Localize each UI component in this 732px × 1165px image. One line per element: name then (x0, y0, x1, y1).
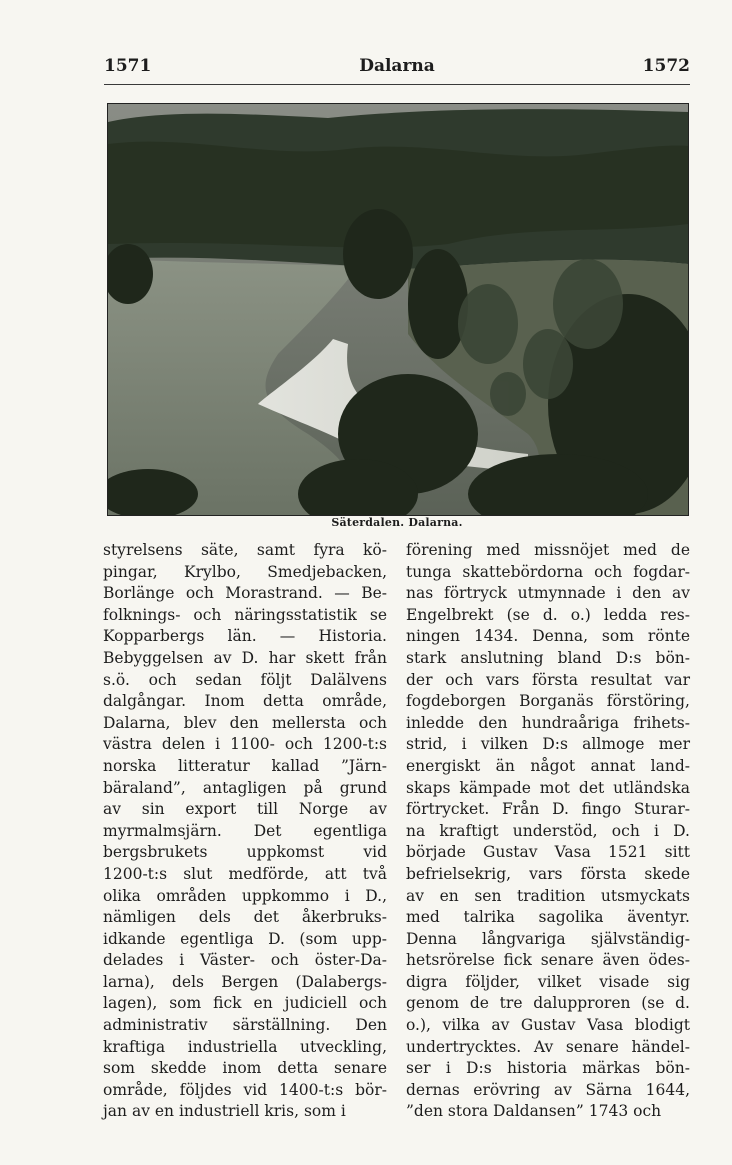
text-line: fogdeborgen Borganäs förstöring, (406, 692, 690, 711)
page-header (104, 56, 690, 80)
text-line: med talrika sagolika äventyr. (406, 908, 690, 927)
text-line: norska litteratur kallad ”Järn- (103, 756, 387, 775)
text-line: av en sen tradition utsmyckats (406, 886, 690, 905)
text-line: Bebyggelsen av D. har skett från (103, 648, 387, 667)
text-line: tunga skattebördorna och fogdar- (406, 562, 690, 581)
header-rule (104, 84, 690, 85)
page-number-right: 1572 (642, 56, 690, 76)
text-line: ningen 1434. Denna, som rönte (406, 627, 690, 646)
right-text-column (406, 540, 690, 1123)
text-line: nas förtryck utmynnade i den av (406, 584, 690, 603)
text-line: område, följdes vid 1400-t:s bör- (103, 1080, 387, 1099)
text-line: digra följder, vilket visade sig (406, 972, 690, 991)
text-line: o.), vilka av Gustav Vasa blodigt (406, 1016, 690, 1035)
text-line: dernas erövring av Särna 1644, (406, 1080, 690, 1099)
text-line: larna), dels Bergen (Dalabergs- (103, 972, 387, 991)
text-line: befrielsekrig, vars första skede (406, 864, 690, 883)
text-line: der och vars första resultat var (406, 670, 690, 689)
text-line: Engelbrekt (se d. o.) ledda res- (406, 605, 690, 624)
text-line: 1200-t:s slut medförde, att två (103, 864, 387, 883)
text-line: idkande egentliga D. (som upp- (103, 929, 387, 948)
text-line: Kopparbergs län. — Historia. (103, 627, 387, 646)
text-line: administrativ särställning. Den (103, 1016, 387, 1035)
text-line: inledde den hundraåriga frihets- (406, 713, 690, 732)
text-line: pingar, Krylbo, Smedjebacken, (103, 562, 387, 581)
text-line: dalgångar. Inom detta område, (103, 692, 387, 711)
text-line: bergsbrukets uppkomst vid (103, 843, 387, 862)
text-line: myrmalmsjärn. Det egentliga (103, 821, 387, 840)
left-text-column (103, 540, 387, 1123)
text-line: lagen), som fick en judiciell och (103, 994, 387, 1013)
text-line: nämligen dels det åkerbruks- (103, 908, 387, 927)
text-line: började Gustav Vasa 1521 sitt (406, 843, 690, 862)
text-line: skaps kämpade mot det utländska (406, 778, 690, 797)
text-line: bäraland”, antagligen på grund (103, 778, 387, 797)
text-line: av sin export till Norge av (103, 800, 387, 819)
text-line: s.ö. och sedan följt Dalälvens (103, 670, 387, 689)
text-line: strid, i vilken D:s allmoge mer (406, 735, 690, 754)
text-line: folknings- och näringsstatistik se (103, 605, 387, 624)
text-line: Dalarna, blev den mellersta och (103, 713, 387, 732)
landscape-photo (107, 103, 689, 516)
text-line: förening med missnöjet med de (406, 541, 690, 559)
text-line: undertrycktes. Av senare händel- (406, 1037, 690, 1056)
text-line: förtrycket. Från D. fingo Sturar- (406, 800, 690, 819)
text-line: olika områden uppkommo i D., (103, 886, 387, 905)
text-line: genom de tre dalupproren (se d. (406, 994, 690, 1013)
text-line: delades i Väster- och öster-Da- (103, 951, 387, 970)
text-line: ser i D:s historia märkas bön- (406, 1059, 690, 1078)
text-line: ”den stora Daldansen” 1743 och (406, 1102, 662, 1121)
text-line: kraftiga industriella utveckling, (103, 1037, 387, 1056)
text-line: västra delen i 1100- och 1200-t:s (103, 735, 387, 754)
running-title: Dalarna (359, 56, 435, 76)
page-number-left: 1571 (104, 56, 152, 76)
text-line: som skedde inom detta senare (103, 1059, 387, 1078)
text-line: styrelsens säte, samt fyra kö- (103, 541, 387, 559)
text-line: stark anslutning bland D:s bön- (406, 648, 690, 667)
figure-caption: Säterdalen. Dalarna. (331, 516, 463, 529)
text-line: jan av en industriell kris, som i (103, 1102, 346, 1121)
text-line: Borlänge och Morastrand. — Be- (103, 584, 387, 603)
text-line: energiskt än något annat land- (406, 756, 690, 775)
text-line: Denna långvariga självständig- (406, 929, 690, 948)
text-line: hetsrörelse fick senare även ödes- (406, 951, 690, 970)
text-line: na kraftigt understöd, och i D. (406, 821, 690, 840)
